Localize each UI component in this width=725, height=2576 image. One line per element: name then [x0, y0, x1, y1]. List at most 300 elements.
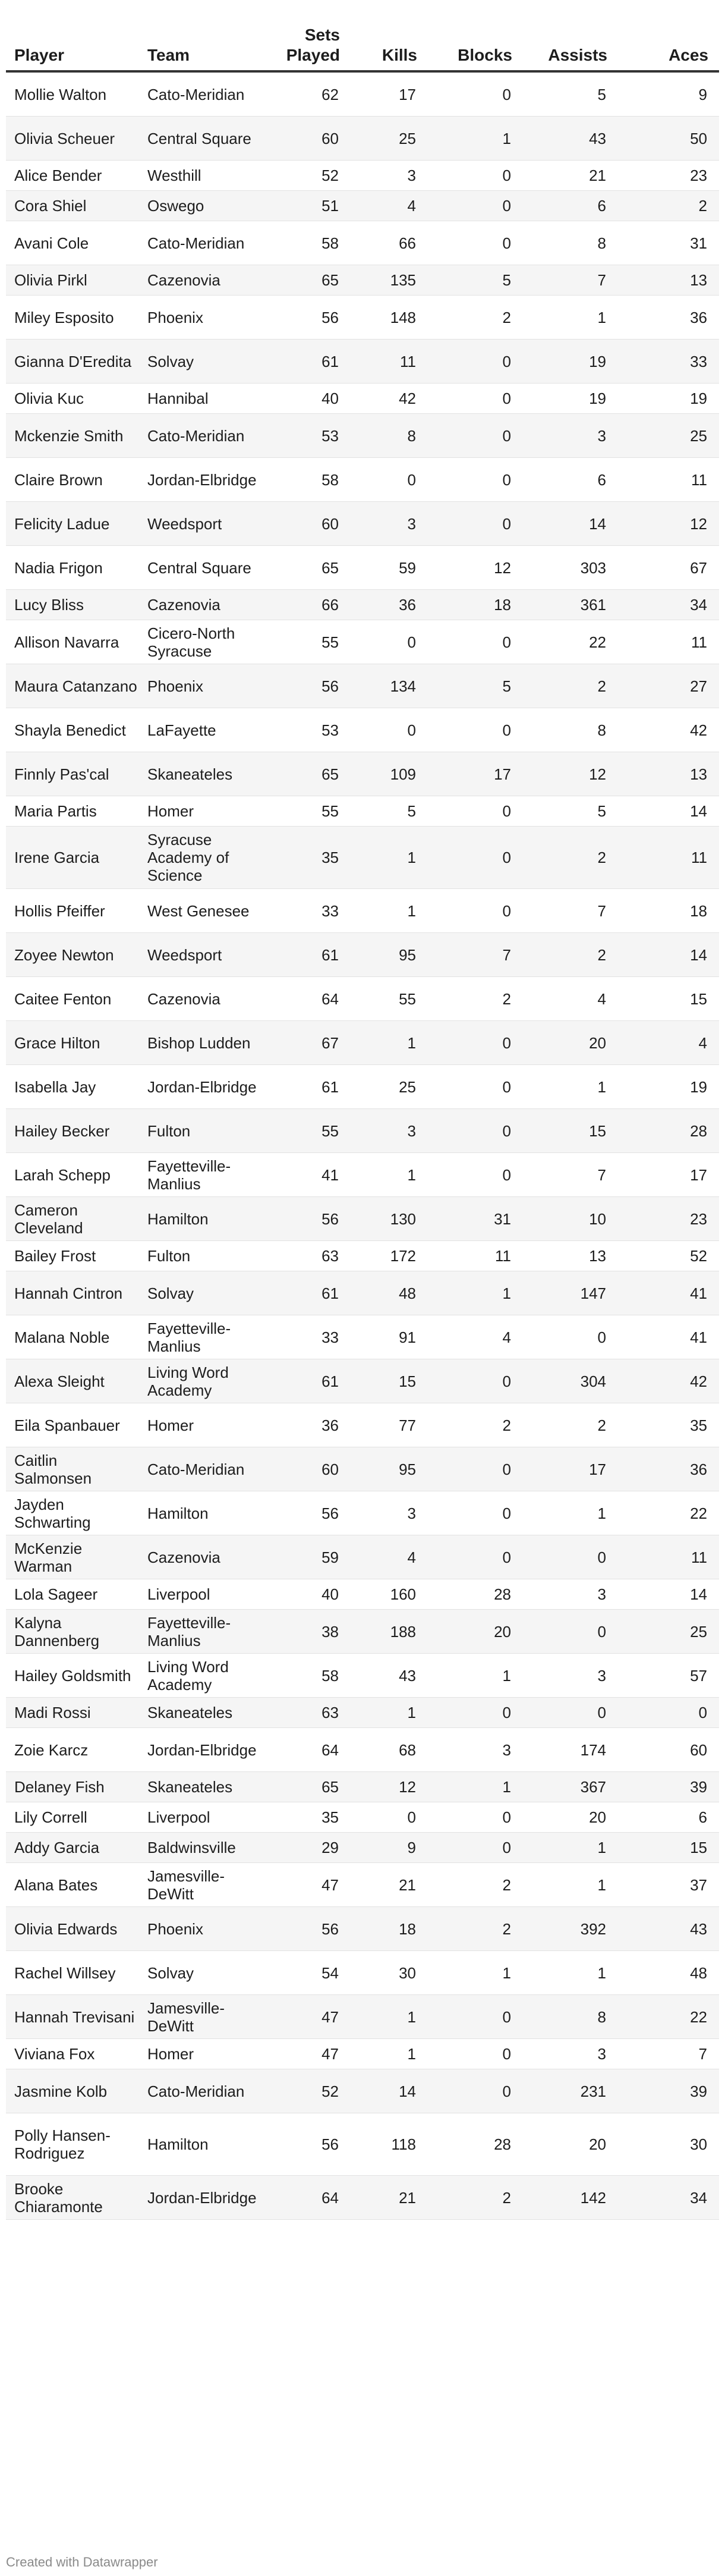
cell-assists: 1: [523, 1491, 618, 1535]
cell-aces: 36: [618, 1447, 719, 1491]
cell-aces: 0: [618, 1698, 719, 1728]
cell-sets-played: 64: [258, 977, 351, 1021]
cell-player: Olivia Kuc: [6, 384, 139, 414]
cell-player: Lola Sageer: [6, 1579, 139, 1610]
cell-kills: 18: [351, 1907, 428, 1951]
cell-sets-played: 64: [258, 2176, 351, 2220]
cell-team: Homer: [139, 796, 258, 827]
table-row: [6, 1772, 719, 1802]
cell-blocks: 20: [428, 1610, 523, 1654]
cell-blocks: 12: [428, 546, 523, 590]
table-row: [6, 1491, 719, 1535]
table-row: [6, 458, 719, 502]
cell-assists: 2: [523, 827, 618, 889]
cell-team: Cazenovia: [139, 590, 258, 620]
cell-blocks: 2: [428, 1863, 523, 1907]
cell-team: Central Square: [139, 546, 258, 590]
cell-blocks: 28: [428, 1579, 523, 1610]
table-row: [6, 414, 719, 458]
cell-aces: 34: [618, 590, 719, 620]
cell-player: Brooke Chiaramonte: [6, 2176, 139, 2220]
cell-kills: 0: [351, 1802, 428, 1833]
cell-blocks: 0: [428, 620, 523, 664]
header-aces[interactable]: Aces: [618, 25, 719, 71]
cell-team: Solvay: [139, 1951, 258, 1995]
cell-blocks: 0: [428, 2039, 523, 2069]
cell-aces: 14: [618, 933, 719, 977]
cell-player: Lucy Bliss: [6, 590, 139, 620]
cell-aces: 31: [618, 221, 719, 265]
cell-team: LaFayette: [139, 708, 258, 752]
cell-team: Hamilton: [139, 1197, 258, 1241]
cell-kills: 160: [351, 1579, 428, 1610]
cell-player: Jasmine Kolb: [6, 2069, 139, 2113]
cell-sets-played: 33: [258, 889, 351, 933]
cell-team: Weedsport: [139, 502, 258, 546]
cell-blocks: 7: [428, 933, 523, 977]
cell-team: Syracuse Academy of Science: [139, 827, 258, 889]
cell-kills: 4: [351, 191, 428, 221]
cell-player: Maura Catanzano: [6, 664, 139, 708]
cell-assists: 4: [523, 977, 618, 1021]
header-player[interactable]: Player: [6, 25, 139, 71]
cell-team: Central Square: [139, 117, 258, 161]
cell-aces: 39: [618, 2069, 719, 2113]
cell-assists: 6: [523, 191, 618, 221]
cell-blocks: 1: [428, 1772, 523, 1802]
table-row: [6, 1907, 719, 1951]
cell-player: Allison Navarra: [6, 620, 139, 664]
cell-kills: 0: [351, 620, 428, 664]
cell-assists: 303: [523, 546, 618, 590]
cell-assists: 20: [523, 1021, 618, 1065]
cell-aces: 13: [618, 752, 719, 796]
cell-kills: 1: [351, 827, 428, 889]
cell-team: Weedsport: [139, 933, 258, 977]
table-row: [6, 2113, 719, 2176]
cell-blocks: 0: [428, 502, 523, 546]
cell-player: Caitlin Salmonsen: [6, 1447, 139, 1491]
cell-assists: 12: [523, 752, 618, 796]
cell-sets-played: 47: [258, 1863, 351, 1907]
cell-player: Hannah Cintron: [6, 1271, 139, 1315]
table-row: [6, 889, 719, 933]
cell-assists: 20: [523, 2113, 618, 2176]
cell-player: Olivia Pirkl: [6, 265, 139, 296]
cell-kills: 43: [351, 1654, 428, 1698]
cell-assists: 361: [523, 590, 618, 620]
cell-kills: 109: [351, 752, 428, 796]
cell-kills: 0: [351, 458, 428, 502]
cell-blocks: 0: [428, 340, 523, 384]
cell-kills: 0: [351, 708, 428, 752]
cell-team: Oswego: [139, 191, 258, 221]
table-row: [6, 2069, 719, 2113]
cell-aces: 13: [618, 265, 719, 296]
cell-blocks: 2: [428, 1907, 523, 1951]
cell-sets-played: 61: [258, 340, 351, 384]
cell-sets-played: 56: [258, 2113, 351, 2176]
cell-player: Polly Hansen-Rodriguez: [6, 2113, 139, 2176]
cell-sets-played: 63: [258, 1698, 351, 1728]
cell-sets-played: 36: [258, 1403, 351, 1447]
cell-blocks: 28: [428, 2113, 523, 2176]
cell-aces: 22: [618, 1995, 719, 2039]
cell-kills: 5: [351, 796, 428, 827]
cell-player: Maria Partis: [6, 796, 139, 827]
table-row: [6, 265, 719, 296]
cell-blocks: 0: [428, 1995, 523, 2039]
cell-aces: 41: [618, 1271, 719, 1315]
cell-aces: 41: [618, 1315, 719, 1359]
cell-aces: 43: [618, 1907, 719, 1951]
cell-sets-played: 56: [258, 1491, 351, 1535]
cell-blocks: 0: [428, 1359, 523, 1403]
cell-kills: 21: [351, 1863, 428, 1907]
cell-assists: 304: [523, 1359, 618, 1403]
cell-sets-played: 52: [258, 161, 351, 191]
cell-sets-played: 56: [258, 1907, 351, 1951]
table-row: [6, 752, 719, 796]
cell-team: Jamesville-DeWitt: [139, 1995, 258, 2039]
cell-team: Cicero-North Syracuse: [139, 620, 258, 664]
cell-blocks: 1: [428, 1654, 523, 1698]
cell-blocks: 0: [428, 1833, 523, 1863]
cell-player: Olivia Scheuer: [6, 117, 139, 161]
cell-blocks: 11: [428, 1241, 523, 1271]
cell-assists: 7: [523, 265, 618, 296]
table-row: [6, 340, 719, 384]
table-row: [6, 1951, 719, 1995]
cell-player: Shayla Benedict: [6, 708, 139, 752]
cell-assists: 231: [523, 2069, 618, 2113]
cell-assists: 174: [523, 1728, 618, 1772]
cell-sets-played: 35: [258, 827, 351, 889]
cell-kills: 91: [351, 1315, 428, 1359]
header-assists[interactable]: Assists: [523, 25, 618, 71]
cell-kills: 42: [351, 384, 428, 414]
cell-player: Mollie Walton: [6, 71, 139, 117]
cell-assists: 3: [523, 1654, 618, 1698]
cell-team: Cato-Meridian: [139, 1447, 258, 1491]
cell-sets-played: 33: [258, 1315, 351, 1359]
cell-sets-played: 55: [258, 620, 351, 664]
cell-aces: 2: [618, 191, 719, 221]
cell-assists: 5: [523, 796, 618, 827]
cell-sets-played: 65: [258, 1772, 351, 1802]
cell-blocks: 0: [428, 1021, 523, 1065]
cell-team: Bishop Ludden: [139, 1021, 258, 1065]
cell-aces: 50: [618, 117, 719, 161]
table-row: [6, 796, 719, 827]
cell-assists: 1: [523, 1863, 618, 1907]
cell-blocks: 0: [428, 889, 523, 933]
cell-team: Skaneateles: [139, 1772, 258, 1802]
cell-assists: 17: [523, 1447, 618, 1491]
cell-aces: 7: [618, 2039, 719, 2069]
cell-aces: 11: [618, 458, 719, 502]
cell-kills: 172: [351, 1241, 428, 1271]
cell-kills: 1: [351, 1153, 428, 1197]
cell-kills: 188: [351, 1610, 428, 1654]
table-row: [6, 1065, 719, 1109]
cell-team: Cato-Meridian: [139, 2069, 258, 2113]
cell-player: Malana Noble: [6, 1315, 139, 1359]
cell-blocks: 0: [428, 1491, 523, 1535]
cell-player: Cameron Cleveland: [6, 1197, 139, 1241]
cell-kills: 59: [351, 546, 428, 590]
cell-sets-played: 53: [258, 708, 351, 752]
cell-blocks: 0: [428, 796, 523, 827]
cell-kills: 4: [351, 1535, 428, 1579]
cell-assists: 13: [523, 1241, 618, 1271]
cell-sets-played: 56: [258, 664, 351, 708]
header-team[interactable]: Team: [139, 25, 258, 71]
cell-sets-played: 47: [258, 2039, 351, 2069]
cell-aces: 14: [618, 796, 719, 827]
cell-assists: 1: [523, 1951, 618, 1995]
cell-player: Eila Spanbauer: [6, 1403, 139, 1447]
cell-kills: 14: [351, 2069, 428, 2113]
cell-aces: 57: [618, 1654, 719, 1698]
cell-kills: 8: [351, 414, 428, 458]
cell-sets-played: 38: [258, 1610, 351, 1654]
cell-assists: 15: [523, 1109, 618, 1153]
cell-assists: 19: [523, 384, 618, 414]
cell-blocks: 0: [428, 221, 523, 265]
cell-sets-played: 58: [258, 221, 351, 265]
cell-player: Avani Cole: [6, 221, 139, 265]
cell-kills: 95: [351, 933, 428, 977]
cell-sets-played: 59: [258, 1535, 351, 1579]
table-row: [6, 1447, 719, 1491]
cell-kills: 3: [351, 1109, 428, 1153]
cell-sets-played: 40: [258, 384, 351, 414]
cell-aces: 42: [618, 708, 719, 752]
cell-player: Gianna D'Eredita: [6, 340, 139, 384]
cell-sets-played: 66: [258, 590, 351, 620]
cell-sets-played: 63: [258, 1241, 351, 1271]
table-row: [6, 1315, 719, 1359]
cell-player: Alice Bender: [6, 161, 139, 191]
cell-blocks: 0: [428, 71, 523, 117]
cell-kills: 1: [351, 2039, 428, 2069]
cell-kills: 68: [351, 1728, 428, 1772]
cell-player: Grace Hilton: [6, 1021, 139, 1065]
cell-kills: 21: [351, 2176, 428, 2220]
cell-assists: 8: [523, 221, 618, 265]
cell-aces: 18: [618, 889, 719, 933]
cell-blocks: 0: [428, 1802, 523, 1833]
cell-kills: 77: [351, 1403, 428, 1447]
cell-player: Rachel Willsey: [6, 1951, 139, 1995]
cell-assists: 2: [523, 664, 618, 708]
cell-aces: 19: [618, 384, 719, 414]
cell-player: Bailey Frost: [6, 1241, 139, 1271]
cell-blocks: 0: [428, 161, 523, 191]
cell-team: Cazenovia: [139, 265, 258, 296]
cell-player: Olivia Edwards: [6, 1907, 139, 1951]
cell-sets-played: 61: [258, 933, 351, 977]
cell-assists: 20: [523, 1802, 618, 1833]
cell-team: Hannibal: [139, 384, 258, 414]
cell-player: Alexa Sleight: [6, 1359, 139, 1403]
cell-team: Jordan-Elbridge: [139, 458, 258, 502]
cell-sets-played: 54: [258, 1951, 351, 1995]
cell-blocks: 0: [428, 827, 523, 889]
cell-aces: 23: [618, 161, 719, 191]
cell-team: Living Word Academy: [139, 1654, 258, 1698]
cell-assists: 10: [523, 1197, 618, 1241]
cell-kills: 25: [351, 1065, 428, 1109]
cell-team: Hamilton: [139, 1491, 258, 1535]
cell-kills: 48: [351, 1271, 428, 1315]
cell-team: Hamilton: [139, 2113, 258, 2176]
table-row: [6, 502, 719, 546]
header-kills[interactable]: Kills: [351, 25, 428, 71]
cell-aces: 28: [618, 1109, 719, 1153]
cell-team: Solvay: [139, 1271, 258, 1315]
cell-team: Jordan-Elbridge: [139, 1065, 258, 1109]
cell-blocks: 0: [428, 384, 523, 414]
cell-sets-played: 61: [258, 1359, 351, 1403]
cell-assists: 21: [523, 161, 618, 191]
cell-kills: 11: [351, 340, 428, 384]
cell-kills: 15: [351, 1359, 428, 1403]
cell-assists: 0: [523, 1610, 618, 1654]
header-sets-played[interactable]: Sets Played: [258, 25, 351, 71]
cell-player: Jayden Schwarting: [6, 1491, 139, 1535]
table-row: [6, 1995, 719, 2039]
cell-blocks: 1: [428, 117, 523, 161]
cell-assists: 1: [523, 1065, 618, 1109]
cell-team: Skaneateles: [139, 752, 258, 796]
cell-aces: 9: [618, 71, 719, 117]
cell-team: Skaneateles: [139, 1698, 258, 1728]
cell-sets-played: 29: [258, 1833, 351, 1863]
table-row: [6, 1863, 719, 1907]
table-row: [6, 933, 719, 977]
cell-blocks: 0: [428, 1698, 523, 1728]
cell-team: Westhill: [139, 161, 258, 191]
cell-aces: 35: [618, 1403, 719, 1447]
cell-team: Homer: [139, 1403, 258, 1447]
cell-player: Hailey Goldsmith: [6, 1654, 139, 1698]
header-row: [6, 25, 719, 71]
cell-assists: 3: [523, 2039, 618, 2069]
cell-sets-played: 58: [258, 1654, 351, 1698]
cell-aces: 11: [618, 620, 719, 664]
cell-team: Liverpool: [139, 1802, 258, 1833]
cell-kills: 36: [351, 590, 428, 620]
cell-kills: 148: [351, 296, 428, 340]
cell-team: Cato-Meridian: [139, 414, 258, 458]
cell-sets-played: 40: [258, 1579, 351, 1610]
cell-sets-played: 51: [258, 191, 351, 221]
cell-assists: 5: [523, 71, 618, 117]
cell-sets-played: 58: [258, 458, 351, 502]
cell-sets-played: 60: [258, 1447, 351, 1491]
cell-sets-played: 65: [258, 265, 351, 296]
table-row: [6, 296, 719, 340]
cell-aces: 37: [618, 1863, 719, 1907]
cell-aces: 34: [618, 2176, 719, 2220]
cell-assists: 7: [523, 889, 618, 933]
cell-kills: 3: [351, 502, 428, 546]
cell-sets-played: 60: [258, 502, 351, 546]
cell-blocks: 2: [428, 1403, 523, 1447]
cell-team: Baldwinsville: [139, 1833, 258, 1863]
table-row: [6, 161, 719, 191]
cell-sets-played: 56: [258, 1197, 351, 1241]
table-body: [6, 71, 719, 2220]
cell-kills: 1: [351, 1995, 428, 2039]
table-row: [6, 1271, 719, 1315]
cell-team: Fayetteville-Manlius: [139, 1153, 258, 1197]
table-row: [6, 977, 719, 1021]
cell-assists: 43: [523, 117, 618, 161]
cell-aces: 48: [618, 1951, 719, 1995]
table-row: [6, 1728, 719, 1772]
cell-sets-played: 56: [258, 296, 351, 340]
table-row: [6, 1021, 719, 1065]
cell-team: Cato-Meridian: [139, 71, 258, 117]
header-blocks[interactable]: Blocks: [428, 25, 523, 71]
cell-kills: 3: [351, 1491, 428, 1535]
cell-player: Alana Bates: [6, 1863, 139, 1907]
cell-aces: 6: [618, 1802, 719, 1833]
cell-aces: 25: [618, 414, 719, 458]
cell-aces: 42: [618, 1359, 719, 1403]
cell-sets-played: 35: [258, 1802, 351, 1833]
cell-aces: 30: [618, 2113, 719, 2176]
cell-aces: 17: [618, 1153, 719, 1197]
cell-aces: 33: [618, 340, 719, 384]
datawrapper-credit[interactable]: Created with Datawrapper: [6, 2555, 158, 2569]
table-row: [6, 1403, 719, 1447]
cell-assists: 142: [523, 2176, 618, 2220]
table-row: [6, 827, 719, 889]
cell-kills: 12: [351, 1772, 428, 1802]
table-row: [6, 1579, 719, 1610]
cell-blocks: 5: [428, 664, 523, 708]
cell-kills: 118: [351, 2113, 428, 2176]
cell-kills: 135: [351, 265, 428, 296]
table-row: [6, 1610, 719, 1654]
cell-aces: 23: [618, 1197, 719, 1241]
cell-player: Hollis Pfeiffer: [6, 889, 139, 933]
cell-assists: 3: [523, 1579, 618, 1610]
cell-assists: 367: [523, 1772, 618, 1802]
table-row: [6, 590, 719, 620]
cell-sets-played: 60: [258, 117, 351, 161]
cell-player: Felicity Ladue: [6, 502, 139, 546]
cell-blocks: 0: [428, 1065, 523, 1109]
table-row: [6, 191, 719, 221]
cell-aces: 25: [618, 1610, 719, 1654]
cell-aces: 12: [618, 502, 719, 546]
cell-aces: 27: [618, 664, 719, 708]
cell-blocks: 0: [428, 1447, 523, 1491]
cell-player: McKenzie Warman: [6, 1535, 139, 1579]
cell-assists: 2: [523, 1403, 618, 1447]
table-row: [6, 1535, 719, 1579]
cell-blocks: 2: [428, 296, 523, 340]
cell-player: Hailey Becker: [6, 1109, 139, 1153]
table-row: [6, 546, 719, 590]
cell-aces: 39: [618, 1772, 719, 1802]
cell-aces: 15: [618, 977, 719, 1021]
